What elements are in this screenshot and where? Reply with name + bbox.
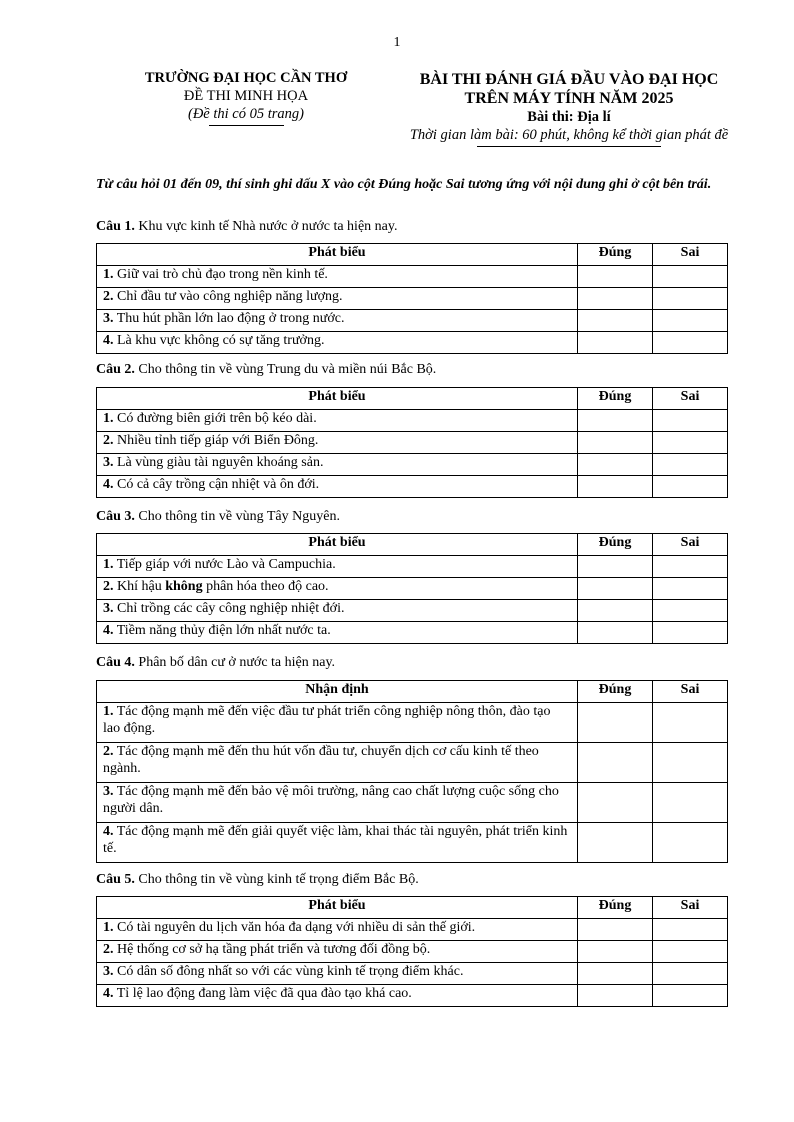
page-number: 1: [393, 35, 401, 50]
instruction: Từ câu hỏi 01 đến 09, thí sinh ghi dấu X vào cột Đúng hoặc Sai tương ứng với nội dung ghi ở cột bên trái.: [96, 177, 712, 192]
table-header-row: [97, 534, 728, 556]
statement-number: 3.: [103, 601, 114, 616]
statement-text: Hệ thống cơ sở hạ tầng phát triển và tương đối đồng bộ.: [117, 942, 431, 957]
statement-cell: [97, 963, 578, 985]
false-answer-cell[interactable]: [653, 985, 728, 1007]
table-row: [97, 288, 728, 310]
question-label: Câu 2.: [96, 362, 135, 377]
true-answer-cell[interactable]: [578, 783, 653, 823]
table-row: [97, 783, 728, 823]
false-answer-cell[interactable]: [653, 578, 728, 600]
statement-header: Phát biểu: [97, 534, 578, 556]
statement-number: 3.: [103, 455, 114, 470]
question-text: Cho thông tin về vùng Tây Nguyên.: [138, 509, 340, 524]
statement-cell: [97, 476, 578, 498]
false-answer-cell[interactable]: [653, 454, 728, 476]
exam-time: Thời gian làm bài: 60 phút, không kể thời gian phát đề: [409, 127, 729, 143]
statement-number: 4.: [103, 477, 114, 492]
question-3-title: [96, 508, 340, 526]
statement-cell: [97, 454, 578, 476]
statement-number: 1.: [103, 557, 114, 572]
statement-cell: [97, 783, 578, 823]
header-right: [388, 70, 750, 147]
statement-cell: [97, 556, 578, 578]
false-answer-cell[interactable]: [653, 919, 728, 941]
false-header: Sai: [653, 244, 728, 266]
true-answer-cell[interactable]: [578, 600, 653, 622]
true-answer-cell[interactable]: [578, 919, 653, 941]
statement-number: 4.: [103, 623, 114, 638]
true-header: Đúng: [578, 388, 653, 410]
statement-text: Có cả cây trồng cận nhiệt và ôn đới.: [117, 477, 320, 492]
false-answer-cell[interactable]: [653, 783, 728, 823]
table-header-row: [97, 681, 728, 703]
statement-number: 3.: [103, 784, 114, 799]
question-text: Khu vực kinh tế Nhà nước ở nước ta hiện nay.: [138, 219, 398, 234]
true-answer-cell[interactable]: [578, 288, 653, 310]
false-answer-cell[interactable]: [653, 288, 728, 310]
table-row: [97, 823, 728, 863]
statement-text: Là vùng giàu tài nguyên khoáng sản.: [117, 455, 324, 470]
statement-text: Giữ vai trò chủ đạo trong nền kinh tế.: [117, 267, 328, 282]
false-answer-cell[interactable]: [653, 823, 728, 863]
question-4-table: [96, 680, 728, 863]
true-answer-cell[interactable]: [578, 703, 653, 743]
false-header: Sai: [653, 388, 728, 410]
question-5-title: [96, 871, 419, 889]
false-answer-cell[interactable]: [653, 476, 728, 498]
statement-cell: [97, 410, 578, 432]
statement-header: Phát biểu: [97, 244, 578, 266]
false-answer-cell[interactable]: [653, 410, 728, 432]
table-row: [97, 703, 728, 743]
table-row: [97, 600, 728, 622]
school-name: TRƯỜNG ĐẠI HỌC CẦN THƠ: [144, 70, 348, 86]
table-header-row: [97, 388, 728, 410]
false-header: Sai: [653, 681, 728, 703]
statement-header: Phát biểu: [97, 897, 578, 919]
statement-cell: [97, 432, 578, 454]
exam-subject: Bài thi: Địa lí: [527, 109, 611, 125]
statement-header: Nhận định: [97, 681, 578, 703]
true-header: Đúng: [578, 534, 653, 556]
statement-text: Tiềm năng thủy điện lớn nhất nước ta.: [116, 623, 331, 638]
statement-text: Tiếp giáp với nước Lào và Campuchia.: [116, 557, 336, 572]
false-answer-cell[interactable]: [653, 556, 728, 578]
table-row: [97, 310, 728, 332]
question-1-title: [96, 218, 397, 236]
true-answer-cell[interactable]: [578, 332, 653, 354]
true-answer-cell[interactable]: [578, 310, 653, 332]
header-left-underline: [209, 125, 284, 126]
statement-text: Có tài nguyên du lịch văn hóa đa dạng với nhiều di sản thế giới.: [117, 920, 476, 935]
question-1-table: [96, 243, 728, 354]
statement-text: Tác động mạnh mẽ đến thu hút vốn đầu tư, chuyển dịch cơ cấu kinh tế theo ngành.: [103, 744, 539, 776]
header-left: [96, 69, 396, 126]
table-row: [97, 266, 728, 288]
question-3-table: [96, 533, 728, 644]
statement-number: 1.: [103, 704, 114, 719]
doc-type: ĐỀ THI MINH HỌA: [183, 88, 309, 104]
true-answer-cell[interactable]: [578, 556, 653, 578]
question-text: Cho thông tin về vùng kinh tế trọng điểm Bắc Bộ.: [138, 872, 419, 887]
true-answer-cell[interactable]: [578, 476, 653, 498]
table-row: [97, 454, 728, 476]
question-5-table: [96, 896, 728, 1007]
false-answer-cell[interactable]: [653, 310, 728, 332]
true-answer-cell[interactable]: [578, 578, 653, 600]
statement-number: 4.: [103, 824, 114, 839]
true-answer-cell[interactable]: [578, 410, 653, 432]
table-row: [97, 556, 728, 578]
false-answer-cell[interactable]: [653, 266, 728, 288]
false-answer-cell[interactable]: [653, 941, 728, 963]
statement-cell: [97, 600, 578, 622]
statement-number: 2.: [103, 744, 114, 759]
statement-text: Tác động mạnh mẽ đến việc đầu tư phát triển công nghiệp nông thôn, đào tạo lao động.: [103, 704, 551, 736]
question-label: Câu 4.: [96, 655, 135, 670]
false-answer-cell[interactable]: [653, 432, 728, 454]
statement-cell: [97, 332, 578, 354]
statement-cell: [97, 578, 578, 600]
statement-text-post: phân hóa theo độ cao.: [202, 579, 329, 594]
table-row: [97, 432, 728, 454]
question-label: Câu 5.: [96, 872, 135, 887]
table-row: [97, 622, 728, 644]
true-answer-cell[interactable]: [578, 622, 653, 644]
table-row: [97, 743, 728, 783]
statement-cell: [97, 941, 578, 963]
pages-note: (Đề thi có 05 trang): [188, 106, 304, 122]
true-answer-cell[interactable]: [578, 743, 653, 783]
table-row: [97, 919, 728, 941]
true-answer-cell[interactable]: [578, 963, 653, 985]
statement-cell: [97, 919, 578, 941]
question-2-title: [96, 361, 436, 379]
true-header: Đúng: [578, 897, 653, 919]
statement-text: Chỉ đầu tư vào công nghiệp năng lượng.: [117, 289, 343, 304]
table-header-row: [97, 244, 728, 266]
table-row: [97, 332, 728, 354]
statement-text: Tỉ lệ lao động đang làm việc đã qua đào tạo khá cao.: [116, 986, 412, 1001]
exam-title-line1: BÀI THI ĐÁNH GIÁ ĐẦU VÀO ĐẠI HỌC: [419, 71, 719, 88]
table-row: [97, 985, 728, 1007]
statement-text: Là khu vực không có sự tăng trưởng.: [117, 333, 325, 348]
true-answer-cell[interactable]: [578, 823, 653, 863]
false-answer-cell[interactable]: [653, 743, 728, 783]
statement-number: 1.: [103, 267, 114, 282]
statement-cell: [97, 266, 578, 288]
statement-number: 3.: [103, 311, 114, 326]
true-answer-cell[interactable]: [578, 985, 653, 1007]
statement-cell: [97, 622, 578, 644]
false-answer-cell[interactable]: [653, 332, 728, 354]
statement-text: Có dân số đông nhất so với các vùng kinh tế trọng điểm khác.: [117, 964, 464, 979]
statement-number: 2.: [103, 433, 114, 448]
false-answer-cell[interactable]: [653, 622, 728, 644]
false-header: Sai: [653, 897, 728, 919]
statement-number: 3.: [103, 964, 114, 979]
false-answer-cell[interactable]: [653, 600, 728, 622]
true-header: Đúng: [578, 681, 653, 703]
statement-number: 4.: [103, 986, 114, 1001]
statement-header: Phát biểu: [97, 388, 578, 410]
false-answer-cell[interactable]: [653, 963, 728, 985]
false-header: Sai: [653, 534, 728, 556]
statement-cell: [97, 985, 578, 1007]
true-answer-cell[interactable]: [578, 941, 653, 963]
table-row: [97, 578, 728, 600]
table-row: [97, 410, 728, 432]
statement-text: Tác động mạnh mẽ đến giải quyết việc làm, khai thác tài nguyên, phát triển kinh tế.: [103, 824, 568, 856]
exam-title-line2: TRÊN MÁY TÍNH NĂM 2025: [464, 90, 674, 107]
question-2-table: [96, 387, 728, 498]
statement-text: Tác động mạnh mẽ đến bảo vệ môi trường, nâng cao chất lượng cuộc sống cho người dân.: [103, 784, 559, 816]
statement-text-emphasis: không: [165, 579, 203, 594]
question-text: Cho thông tin về vùng Trung du và miền núi Bắc Bộ.: [138, 362, 437, 377]
statement-number: 4.: [103, 333, 114, 348]
statement-text: Nhiều tỉnh tiếp giáp với Biển Đông.: [117, 433, 319, 448]
table-row: [97, 941, 728, 963]
statement-cell: [97, 310, 578, 332]
statement-text: Có đường biên giới trên bộ kéo dài.: [117, 411, 317, 426]
header-right-underline: [477, 146, 661, 147]
statement-number: 2.: [103, 942, 114, 957]
statement-number: 1.: [103, 920, 114, 935]
question-label: Câu 1.: [96, 219, 135, 234]
statement-number: 2.: [103, 579, 114, 594]
statement-number: 1.: [103, 411, 114, 426]
question-label: Câu 3.: [96, 509, 135, 524]
false-answer-cell[interactable]: [653, 703, 728, 743]
table-header-row: [97, 897, 728, 919]
statement-cell: [97, 743, 578, 783]
true-answer-cell[interactable]: [578, 266, 653, 288]
table-row: [97, 476, 728, 498]
true-answer-cell[interactable]: [578, 454, 653, 476]
statement-text-pre: Khí hậu: [117, 579, 166, 594]
table-row: [97, 963, 728, 985]
statement-cell: [97, 823, 578, 863]
statement-text: Thu hút phần lớn lao động ở trong nước.: [116, 311, 345, 326]
statement-number: 2.: [103, 289, 114, 304]
question-text: Phân bố dân cư ở nước ta hiện nay.: [138, 655, 336, 670]
true-answer-cell[interactable]: [578, 432, 653, 454]
statement-text: Chỉ trồng các cây công nghiệp nhiệt đới.: [117, 601, 345, 616]
true-header: Đúng: [578, 244, 653, 266]
question-4-title: [96, 654, 335, 672]
statement-cell: [97, 703, 578, 743]
statement-cell: [97, 288, 578, 310]
